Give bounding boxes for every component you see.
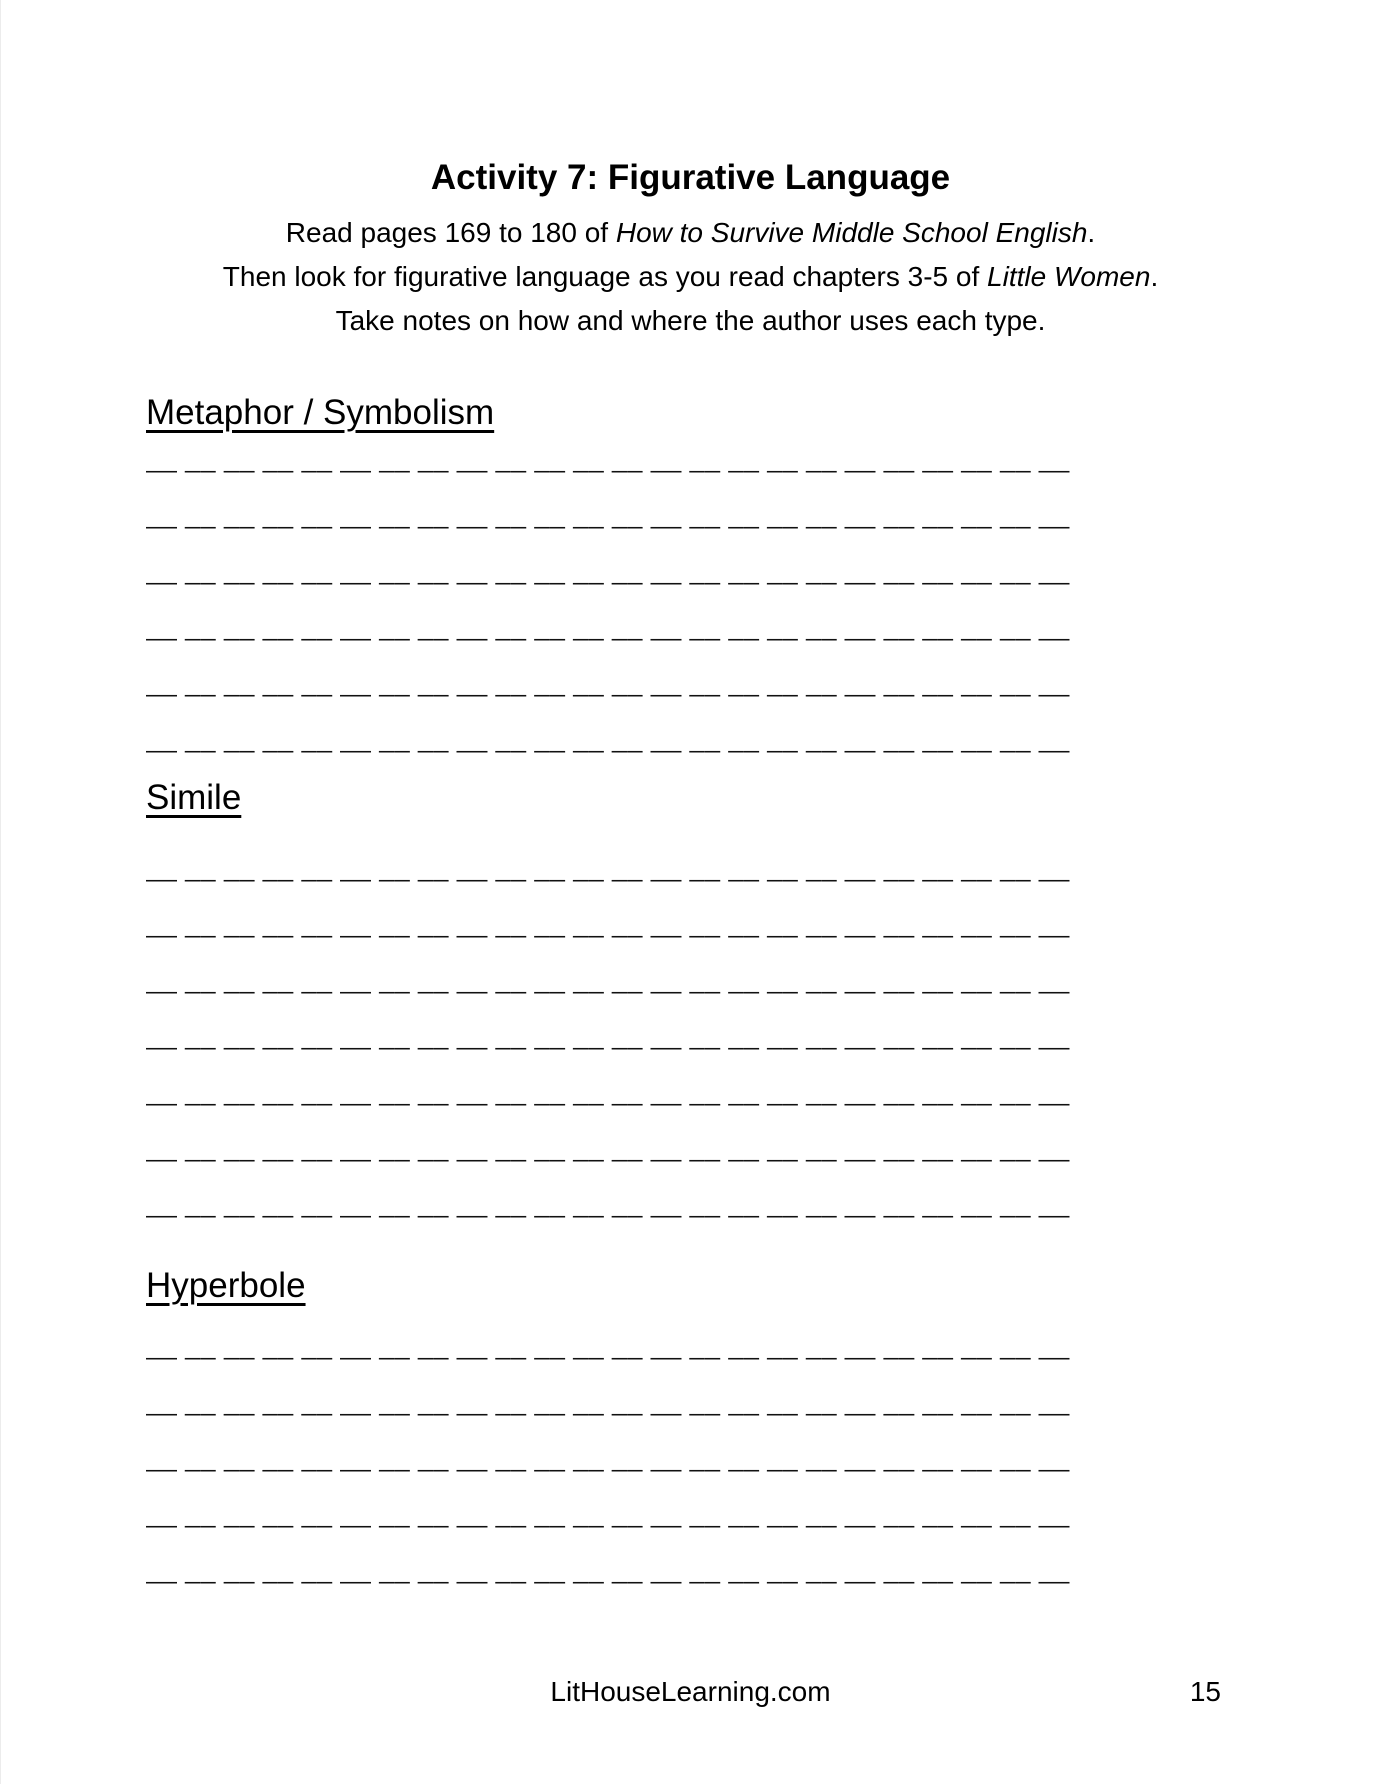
section-hyperbole: [146, 1263, 1235, 1611]
writing-line: —— —— —— —— —— —— —— —— —— —— —— —— —— —— —— —— —— —— —— —— —— —— —— ——: [146, 1350, 1070, 1367]
writing-line: —— —— —— —— —— —— —— —— —— —— —— —— —— —— —— —— —— —— —— —— —— —— —— ——: [146, 687, 1070, 704]
writing-line: —— —— —— —— —— —— —— —— —— —— —— —— —— —— —— —— —— —— —— —— —— —— —— ——: [146, 1406, 1070, 1423]
intro-line-1-text: Read pages 169 to 180 of: [285, 217, 616, 248]
intro-line-2-book-title: Little Women: [987, 261, 1151, 292]
intro-line-1-suffix: .: [1087, 217, 1096, 248]
writing-line: —— —— —— —— —— —— —— —— —— —— —— —— —— —— —— —— —— —— —— —— —— —— —— ——: [146, 984, 1070, 1001]
page-title: Activity 7: Figurative Language: [430, 158, 951, 197]
page-number: 15: [1189, 1676, 1221, 1707]
section-heading-simile: Simile: [146, 778, 242, 817]
intro-line-1: [146, 211, 1235, 255]
writing-line: —— —— —— —— —— —— —— —— —— —— —— —— —— —— —— —— —— —— —— —— —— —— —— ——: [146, 463, 1070, 480]
intro-line-1-book-title: How to Survive Middle School English: [615, 217, 1088, 248]
intro-line-3-text: Take notes on how and where the author uses each type.: [335, 305, 1046, 336]
intro-line-3: [146, 299, 1235, 343]
section-simile: [146, 775, 1235, 1245]
writing-line: —— —— —— —— —— —— —— —— —— —— —— —— —— —— —— —— —— —— —— —— —— —— —— ——: [146, 872, 1070, 889]
writing-line: —— —— —— —— —— —— —— —— —— —— —— —— —— —— —— —— —— —— —— —— —— —— —— ——: [146, 631, 1070, 648]
section-heading-hyperbole: Hyperbole: [146, 1266, 306, 1305]
intro-instructions: [146, 211, 1235, 343]
writing-lines-simile: [146, 853, 1235, 1245]
writing-line: —— —— —— —— —— —— —— —— —— —— —— —— —— —— —— —— —— —— —— —— —— —— —— ——: [146, 1096, 1070, 1113]
intro-line-2-text: Then look for figurative language as you read chapters 3-5 of: [222, 261, 988, 292]
writing-line: —— —— —— —— —— —— —— —— —— —— —— —— —— —— —— —— —— —— —— —— —— —— —— ——: [146, 1040, 1070, 1057]
writing-lines-hyperbole: [146, 1331, 1235, 1611]
intro-line-2-suffix: .: [1150, 261, 1159, 292]
writing-line: —— —— —— —— —— —— —— —— —— —— —— —— —— —— —— —— —— —— —— —— —— —— —— ——: [146, 1152, 1070, 1169]
section-metaphor-symbolism: [146, 390, 1235, 780]
writing-line: —— —— —— —— —— —— —— —— —— —— —— —— —— —— —— —— —— —— —— —— —— —— —— ——: [146, 1462, 1070, 1479]
footer-website: LitHouseLearning.com: [550, 1676, 831, 1707]
writing-lines-metaphor-symbolism: [146, 444, 1235, 780]
intro-line-2: [146, 255, 1235, 299]
writing-line: —— —— —— —— —— —— —— —— —— —— —— —— —— —— —— —— —— —— —— —— —— —— —— ——: [146, 743, 1070, 760]
section-heading-metaphor-symbolism: Metaphor / Symbolism: [146, 393, 495, 432]
writing-line: —— —— —— —— —— —— —— —— —— —— —— —— —— —— —— —— —— —— —— —— —— —— —— ——: [146, 575, 1070, 592]
writing-line: —— —— —— —— —— —— —— —— —— —— —— —— —— —— —— —— —— —— —— —— —— —— —— ——: [146, 1208, 1070, 1225]
writing-line: —— —— —— —— —— —— —— —— —— —— —— —— —— —— —— —— —— —— —— —— —— —— —— ——: [146, 1574, 1070, 1591]
writing-line: —— —— —— —— —— —— —— —— —— —— —— —— —— —— —— —— —— —— —— —— —— —— —— ——: [146, 519, 1070, 536]
writing-line: —— —— —— —— —— —— —— —— —— —— —— —— —— —— —— —— —— —— —— —— —— —— —— ——: [146, 928, 1070, 945]
page-footer: [146, 1674, 1235, 1710]
writing-line: —— —— —— —— —— —— —— —— —— —— —— —— —— —— —— —— —— —— —— —— —— —— —— ——: [146, 1518, 1070, 1535]
